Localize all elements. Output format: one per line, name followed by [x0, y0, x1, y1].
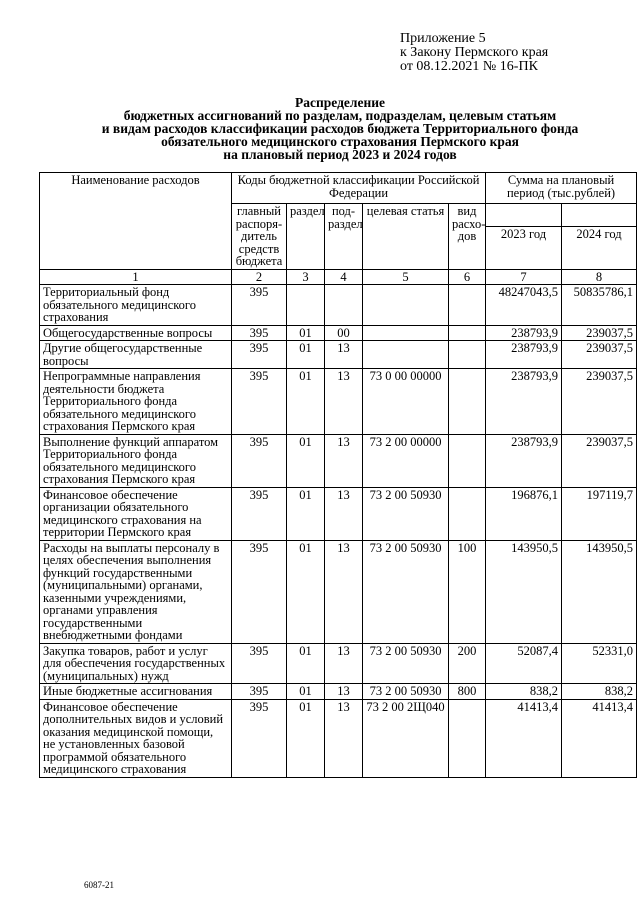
row-grs: 395 [232, 325, 287, 341]
row-section: 01 [287, 369, 325, 435]
row-name: Финансовое обеспечение организации обязательного медицинского страхования на территории Пермского края [40, 487, 232, 540]
row-grs: 395 [232, 540, 287, 643]
row-grs: 395 [232, 684, 287, 700]
row-grs: 395 [232, 285, 287, 326]
row-2024: 143950,5 [562, 540, 637, 643]
row-2023: 196876,1 [486, 487, 562, 540]
row-2024: 239037,5 [562, 434, 637, 487]
column-number: 6 [449, 269, 486, 285]
appendix-block [400, 32, 548, 74]
row-name: Выполнение функций аппаратом Территориального фонда обязательного медицинского страхования Пермского края [40, 434, 232, 487]
row-grs: 395 [232, 434, 287, 487]
row-name: Закупка товаров, работ и услуг для обеспечения государственных (муниципальных) нужд [40, 643, 232, 684]
row-kind [449, 434, 486, 487]
header-sum-spacer-2 [562, 204, 637, 227]
header-section: раздел [287, 204, 325, 270]
row-2023: 838,2 [486, 684, 562, 700]
header-sum-spacer-1 [486, 204, 562, 227]
appendix-line-1: Приложение 5 [400, 31, 486, 46]
header-name: Наименование расходов [40, 173, 232, 270]
row-target: 73 2 00 50930 [363, 684, 449, 700]
row-target [363, 341, 449, 369]
row-2024: 838,2 [562, 684, 637, 700]
document-title [40, 96, 640, 161]
row-grs: 395 [232, 699, 287, 777]
row-kind: 200 [449, 643, 486, 684]
row-2023: 238793,9 [486, 325, 562, 341]
table-row [40, 285, 637, 326]
header-2023: 2023 год [486, 227, 562, 270]
row-subsection: 13 [325, 434, 363, 487]
row-subsection: 00 [325, 325, 363, 341]
row-kind [449, 487, 486, 540]
title-line-3: и видам расходов классификации расходов бюджета Территориального фонда [101, 121, 579, 136]
header-sum: Сумма на плановый период (тыс.рублей) [486, 173, 637, 204]
row-2024: 52331,0 [562, 643, 637, 684]
row-section: 01 [287, 684, 325, 700]
header-subsection: под-раздел [325, 204, 363, 270]
table-row [40, 434, 637, 487]
budget-table [39, 172, 637, 778]
row-target [363, 285, 449, 326]
title-line-5: на плановый период 2023 и 2024 годов [223, 147, 457, 162]
table-row [40, 487, 637, 540]
row-kind [449, 369, 486, 435]
header-kind: вид расхо-дов [449, 204, 486, 270]
row-section: 01 [287, 325, 325, 341]
row-2024: 41413,4 [562, 699, 637, 777]
row-name: Финансовое обеспечение дополнительных видов и условий оказания медицинской помощи, не установленных базовой программой обязательного медицинского страхования [40, 699, 232, 777]
column-number: 1 [40, 269, 232, 285]
row-section [287, 285, 325, 326]
row-target: 73 2 00 2Щ040 [363, 699, 449, 777]
footer-code: 6087-21 [84, 880, 114, 890]
row-section: 01 [287, 341, 325, 369]
header-codes: Коды бюджетной классификации Российской Федерации [232, 173, 486, 204]
row-grs: 395 [232, 341, 287, 369]
header-2024: 2024 год [562, 227, 637, 270]
row-subsection [325, 285, 363, 326]
row-2023: 238793,9 [486, 341, 562, 369]
row-name: Непрограммные направления деятельности бюджета Территориального фонда обязательного медицинского страхования Пермского края [40, 369, 232, 435]
row-name: Расходы на выплаты персоналу в целях обеспечения выполнения функций государственными (муниципальными) органами, казенными учреждениями, органами управления государственными внебюджетными фондами [40, 540, 232, 643]
column-number: 3 [287, 269, 325, 285]
column-number: 7 [486, 269, 562, 285]
row-name: Иные бюджетные ассигнования [40, 684, 232, 700]
row-kind [449, 325, 486, 341]
row-subsection: 13 [325, 341, 363, 369]
row-subsection: 13 [325, 684, 363, 700]
row-section: 01 [287, 487, 325, 540]
column-number: 5 [363, 269, 449, 285]
row-kind [449, 699, 486, 777]
title-line-4: обязательного медицинского страхования Пермского края [161, 134, 519, 149]
row-2024: 197119,7 [562, 487, 637, 540]
row-name: Территориальный фонд обязательного медицинского страхования [40, 285, 232, 326]
row-name: Другие общегосударственные вопросы [40, 341, 232, 369]
row-2024: 50835786,1 [562, 285, 637, 326]
table-row [40, 684, 637, 700]
row-section: 01 [287, 434, 325, 487]
table-row [40, 369, 637, 435]
row-2023: 238793,9 [486, 434, 562, 487]
row-2024: 239037,5 [562, 341, 637, 369]
table-row [40, 341, 637, 369]
row-name: Общегосударственные вопросы [40, 325, 232, 341]
row-section: 01 [287, 540, 325, 643]
row-2023: 48247043,5 [486, 285, 562, 326]
row-2023: 41413,4 [486, 699, 562, 777]
row-2024: 239037,5 [562, 325, 637, 341]
row-subsection: 13 [325, 369, 363, 435]
title-line-1: Распределение [294, 95, 386, 110]
row-target [363, 325, 449, 341]
row-kind [449, 285, 486, 326]
appendix-line-2: к Закону Пермского края [400, 45, 549, 60]
title-line-2: бюджетных ассигнований по разделам, подразделам, целевым статьям [123, 108, 557, 123]
row-target: 73 2 00 50930 [363, 643, 449, 684]
row-2023: 143950,5 [486, 540, 562, 643]
column-number: 8 [562, 269, 637, 285]
row-subsection: 13 [325, 643, 363, 684]
row-target: 73 2 00 50930 [363, 487, 449, 540]
row-kind [449, 341, 486, 369]
table-row [40, 643, 637, 684]
row-kind: 100 [449, 540, 486, 643]
row-target: 73 2 00 00000 [363, 434, 449, 487]
row-grs: 395 [232, 643, 287, 684]
row-2023: 238793,9 [486, 369, 562, 435]
row-2024: 239037,5 [562, 369, 637, 435]
table-row [40, 540, 637, 643]
column-number: 4 [325, 269, 363, 285]
column-numbers-row [40, 269, 637, 285]
table-row [40, 699, 637, 777]
header-main-manager: главный распоря-дитель средств бюджета [232, 204, 287, 270]
row-grs: 395 [232, 369, 287, 435]
row-grs: 395 [232, 487, 287, 540]
header-target: целевая статья [363, 204, 449, 270]
appendix-line-3: от 08.12.2021 № 16-ПК [400, 59, 538, 74]
row-target: 73 2 00 50930 [363, 540, 449, 643]
row-kind: 800 [449, 684, 486, 700]
row-section: 01 [287, 643, 325, 684]
row-subsection: 13 [325, 487, 363, 540]
table-row [40, 325, 637, 341]
row-section: 01 [287, 699, 325, 777]
row-subsection: 13 [325, 540, 363, 643]
row-subsection: 13 [325, 699, 363, 777]
row-target: 73 0 00 00000 [363, 369, 449, 435]
row-2023: 52087,4 [486, 643, 562, 684]
column-number: 2 [232, 269, 287, 285]
